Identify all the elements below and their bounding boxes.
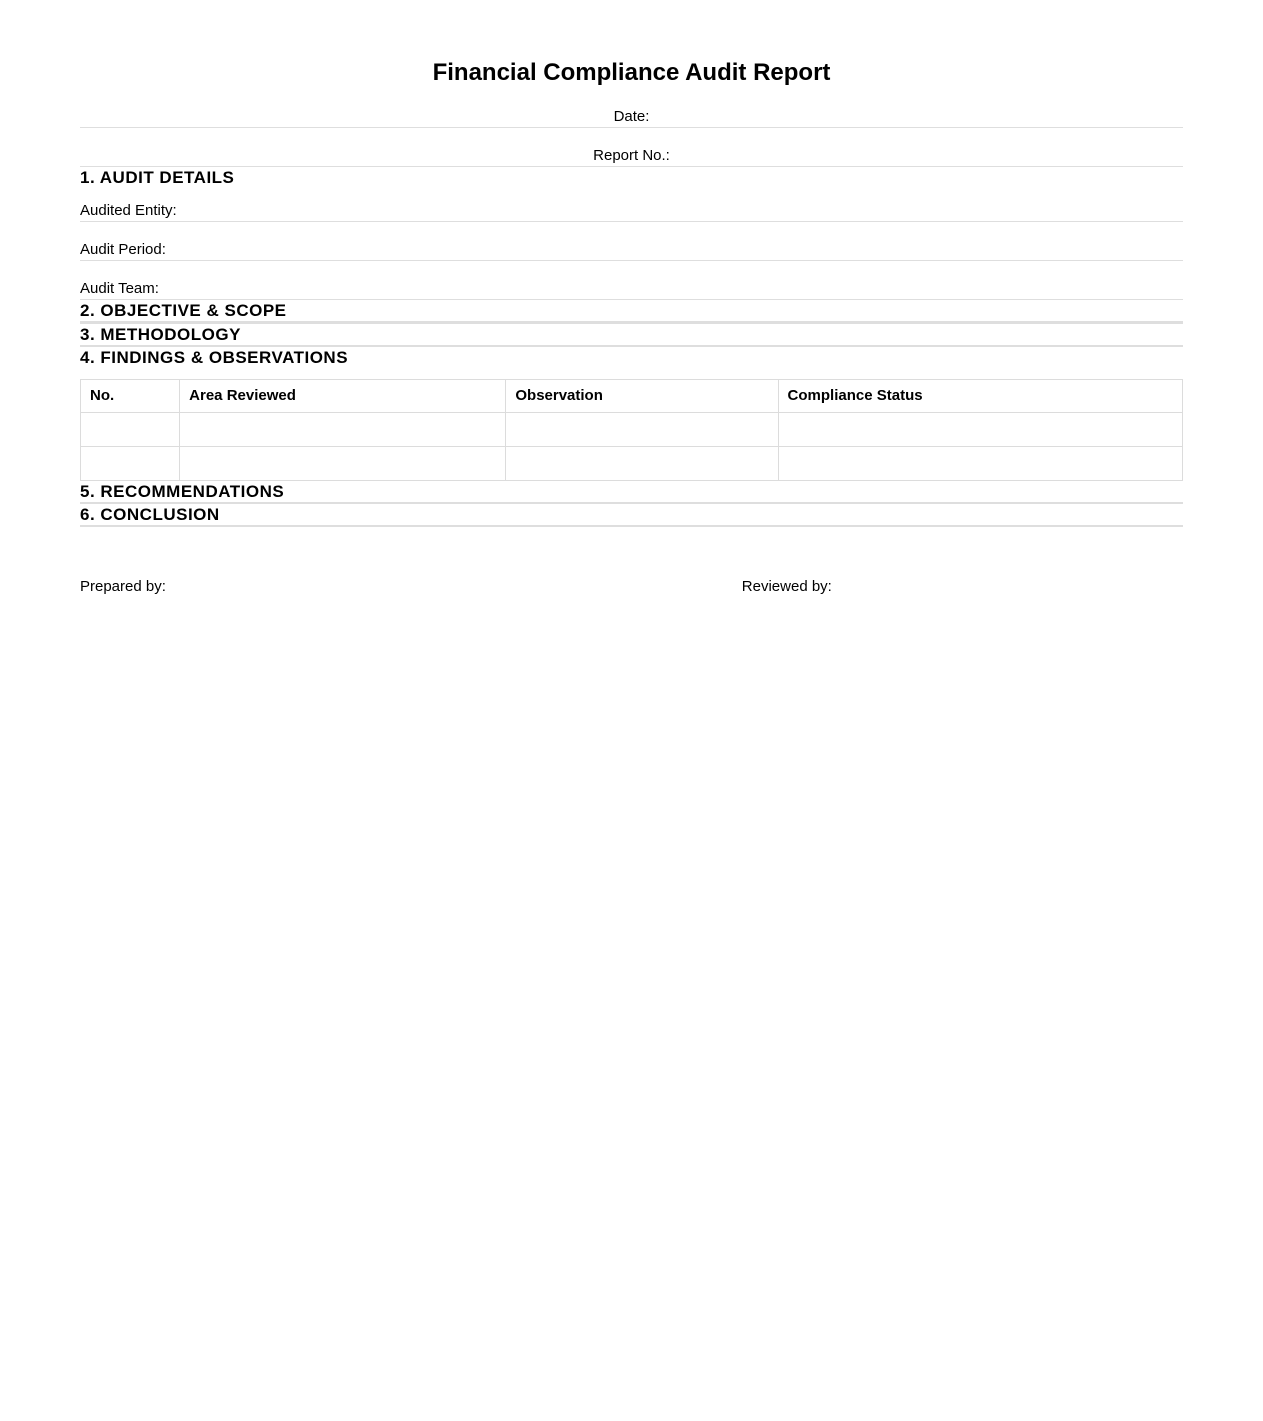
table-cell-observation[interactable]: [506, 447, 778, 481]
table-cell-no[interactable]: [81, 447, 180, 481]
section-heading-objective-scope: 2. OBJECTIVE & SCOPE: [80, 301, 287, 320]
findings-table: [80, 379, 1183, 481]
table-cell-observation[interactable]: [506, 413, 778, 447]
column-header-area-reviewed: Area Reviewed: [180, 380, 506, 413]
column-header-compliance-status: Compliance Status: [778, 380, 1182, 413]
table-cell-compliance-status[interactable]: [778, 447, 1182, 481]
audit-period-fill-line[interactable]: [80, 260, 1183, 261]
section-heading-audit-details: 1. AUDIT DETAILS: [80, 168, 235, 187]
report-no-label: Report No.:: [593, 147, 670, 164]
conclusion-fill-line[interactable]: [80, 526, 1183, 527]
table-cell-no[interactable]: [81, 413, 180, 447]
table-cell-area-reviewed[interactable]: [180, 447, 506, 481]
table-cell-area-reviewed[interactable]: [180, 413, 506, 447]
table-row: [81, 413, 1183, 447]
signature-row: [80, 577, 1183, 597]
page-title: Financial Compliance Audit Report: [432, 59, 831, 86]
date-fill-line[interactable]: [80, 127, 1183, 128]
table-row: [81, 447, 1183, 481]
section-heading-methodology: 3. METHODOLOGY: [80, 325, 241, 344]
findings-table-header-row: [81, 380, 1183, 413]
column-header-observation: Observation: [506, 380, 778, 413]
section-heading-recommendations: 5. RECOMMENDATIONS: [80, 482, 285, 501]
column-header-no: No.: [81, 380, 180, 413]
reviewed-by-label: Reviewed by:: [741, 578, 832, 595]
table-cell-compliance-status[interactable]: [778, 413, 1182, 447]
section-heading-findings: 4. FINDINGS & OBSERVATIONS: [80, 348, 349, 367]
field-label-audit-team: Audit Team:: [80, 280, 159, 297]
date-label: Date:: [613, 108, 650, 125]
field-label-audited-entity: Audited Entity:: [80, 202, 177, 219]
field-label-audit-period: Audit Period:: [80, 241, 166, 258]
prepared-by-label: Prepared by:: [80, 578, 166, 595]
section-heading-conclusion: 6. CONCLUSION: [80, 505, 220, 524]
audited-entity-fill-line[interactable]: [80, 221, 1183, 222]
